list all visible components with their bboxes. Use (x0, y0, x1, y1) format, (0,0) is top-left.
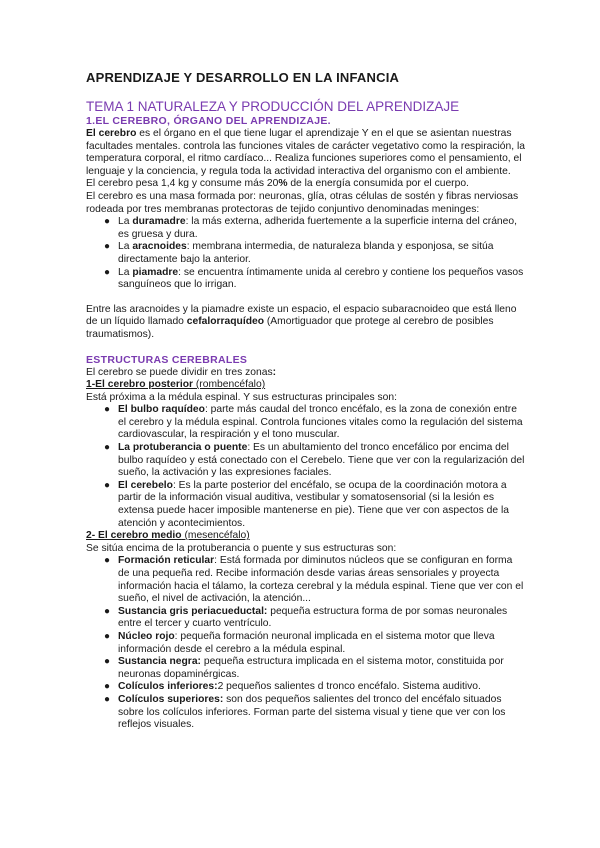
zone-intro-medio: Se sitúa encima de la protuberancia o puente y sus estructuras son: (86, 542, 397, 554)
bullet-icon: ● (104, 630, 111, 642)
zone-heading-medio: 2- El cerebro medio (mesencéfalo) (86, 530, 250, 542)
list-item-protuberancia: ● La protuberancia o puente: Es un abultamiento del tronco encefálico por encima del bulbo raquídeo y está conectado con el Cerebelo. Tiene que ver con la regularización del sueño, la activación y las expresiones faciales. (104, 442, 525, 479)
list-item-cerebelo: ● El cerebelo: Es la parte posterior del encéfalo, se ocupa de la coordinación motora a partir de la información visual auditiva, vestibular y somatosensorial (si la lesión es extensa puede hacer imposible mantenerse en pie). Tiene que ver con aspectos de la atención y acontecimientos. (104, 479, 509, 529)
paragraph-cerebro-intro: El cerebro es el órgano en el que tiene lugar el aprendizaje Y en el que se asientan nuestras facultades mentales. controla las funciones vitales de carácter vegetativo como la respiración, la temperatura corporal, el ritmo cardíaco... Realiza funciones superiores como el pensamiento, el lenguaje y la conciencia, y regula toda la actividad interactiva del organismo con el ambiente. (86, 128, 525, 177)
bullet-icon: ● (104, 605, 111, 617)
bullet-icon: ● (104, 216, 111, 228)
list-item-formacion-reticular: ● Formación reticular: Está formada por diminutos núcleos que se configuran en forma de una pequeña red. Recibe información desde varias áreas sensoriales y proyecta información hacia el tálamo, la corteza cerebral y la médula espinal. Tiene que ver con el sueño, el nivel de activación, la atención... (104, 555, 524, 605)
list-item-sustancia-negra: ● Sustancia negra: pequeña estructura implicada en el sistema motor, constituida por neuronas dopaminérgicas. (104, 656, 504, 680)
section-title-cerebro: 1.EL CEREBRO, ÓRGANO DEL APRENDIZAJE. (86, 115, 331, 127)
list-item-duramadre: ● La duramadre: la más externa, adherida fuertemente a la superficie interna del cráneo, es gruesa y dura. (104, 216, 517, 240)
section-title-estructuras: ESTRUCTURAS CEREBRALES (86, 353, 248, 366)
paragraph-cerebro-masa: El cerebro es una masa formada por: neuronas, glía, otras células de sostén y fibras nerviosas rodeada por tres membranas protectoras de tejido conjuntivo denominadas meninges: (86, 190, 519, 215)
list-item-coliculos-inferiores: ● Colículos inferiores:2 pequeños salientes d tronco encéfalo. Sistema auditivo. (104, 681, 481, 693)
list-item-nucleo-rojo: ● Núcleo rojo: pequeña formación neuronal implicada en el sistema motor que lleva información desde el cerebro a la médula espinal. (104, 630, 495, 655)
document-title: APRENDIZAJE Y DESARROLLO EN LA INFANCIA (86, 70, 400, 85)
bullet-icon: ● (104, 241, 111, 253)
document-page (86, 70, 526, 732)
list-item-aracnoides: ● La aracnoides: membrana intermedia, de naturaleza blanda y esponjosa, se sitúa directamente bajo la anterior. (104, 241, 494, 265)
paragraph-cefalorraquideo: Entre las aracnoides y la piamadre existe un espacio, el espacio subaracnoideo que está lleno de un líquido llamado cefalorraquídeo (Amortiguador que protege al cerebro de posibles traumatismos). (86, 303, 517, 340)
topic-title: TEMA 1 NATURALEZA Y PRODUCCIÓN DEL APRENDIZAJE (86, 99, 460, 114)
list-item-sustancia-gris: ● Sustancia gris periacueductal: pequeña estructura forma de por somas neuronales entre el tercer y cuarto ventrículo. (104, 605, 508, 630)
list-item-piamadre: ● La piamadre: se encuentra íntimamente unida al cerebro y contiene los pequeños vasos sanguíneos que lo irrigan. (104, 266, 524, 291)
bullet-icon: ● (104, 479, 111, 491)
zone-intro-posterior: Está próxima a la médula espinal. Y sus estructuras principales son: (86, 391, 397, 403)
meninges-list (86, 216, 526, 292)
posterior-list (86, 404, 526, 530)
zone-heading-posterior: 1-El cerebro posterior (rombencéfalo) (86, 379, 266, 391)
bullet-icon: ● (104, 693, 111, 705)
paragraph-tres-zonas: El cerebro se puede dividir en tres zonas: (86, 366, 277, 378)
bullet-icon: ● (104, 656, 111, 668)
bullet-icon: ● (104, 555, 111, 567)
medio-list (86, 555, 526, 731)
list-item-bulbo: ● El bulbo raquídeo: parte más caudal del tronco encéfalo, es la zona de conexión entre el cerebro y la médula espinal. Controla funciones vitales como la regulación del sistema cardiovascular, la respiración y el tono muscular. (104, 404, 523, 441)
list-item-coliculos-superiores: ● Colículos superiores: son dos pequeños salientes del tronco del encéfalo situados sobre los colículos inferiores. Forman parte del sistema visual y tiene que ver con los reflejos visuales. (104, 693, 506, 731)
bullet-icon: ● (104, 404, 111, 416)
bullet-icon: ● (104, 266, 111, 278)
bullet-icon: ● (104, 442, 111, 454)
paragraph-cerebro-peso: El cerebro pesa 1,4 kg y consume más 20% de la energía consumida por el cuerpo. (86, 178, 469, 190)
bullet-icon: ● (104, 681, 111, 693)
